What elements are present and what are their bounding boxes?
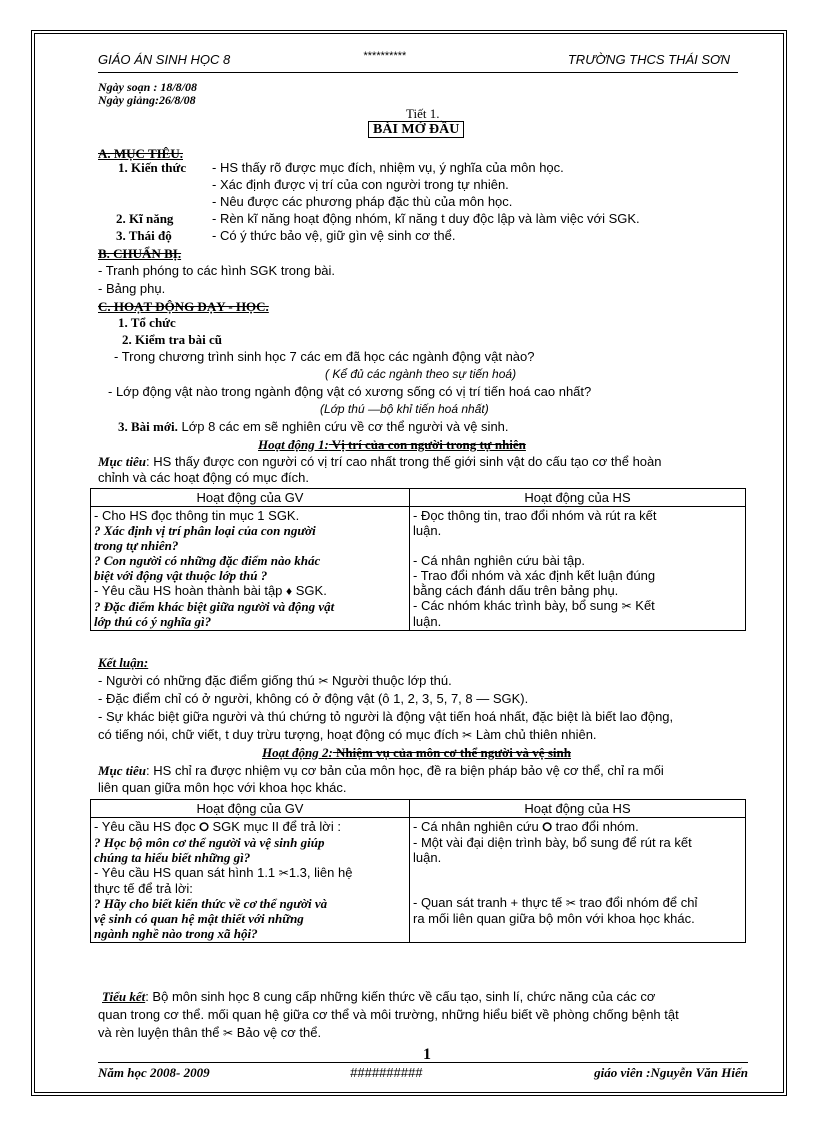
- conclusion-4: [98, 727, 597, 743]
- summary-2: quan trong cơ thể. mối quan hệ giữa cơ thể và môi trường, những hiểu biết về phòng chống bệnh tật: [98, 1007, 679, 1022]
- prep-line-1: - Tranh phóng to các hình SGK trong bài.: [98, 263, 336, 278]
- answer-2: (Lớp thú —bộ khỉ tiến hoá nhất): [320, 402, 489, 416]
- scissors-icon: ✂: [565, 896, 576, 910]
- scissors-icon: ✂: [621, 599, 632, 613]
- activity-1-prefix: Hoạt động 1:: [258, 437, 329, 452]
- step-1: 1. Tổ chức: [118, 315, 176, 330]
- gv-question: ? Xác định vị trí phân loại của con người: [94, 523, 316, 538]
- header-left: GIÁO ÁN SINH HỌC 8: [98, 52, 231, 67]
- knowledge-3: - Nêu được các phương pháp đặc thù của môn học.: [212, 194, 513, 209]
- teach-date: Ngày giảng:26/8/08: [98, 93, 196, 107]
- step-3-text: Lớp 8 các em sẽ nghiên cứu về cơ thể người và vệ sinh.: [177, 419, 509, 434]
- footer-left: Năm học 2008- 2009: [98, 1065, 210, 1080]
- knowledge-label: 1. Kiến thức: [118, 160, 187, 175]
- activity-1-title: [258, 437, 526, 452]
- gv-line: - Yêu cầu HS đọc: [94, 819, 200, 834]
- summary-1: [102, 989, 655, 1004]
- answer-1: ( Kể đủ các ngành theo sự tiến hoá): [325, 367, 517, 381]
- gv-line: - Yêu cầu HS quan sát hình 1.1: [94, 865, 279, 880]
- summary-label: Tiểu kết: [102, 989, 146, 1004]
- question-1: - Trong chương trình sinh học 7 các em đã học các ngành động vật nào?: [114, 349, 535, 364]
- hs-line: luận.: [413, 523, 442, 538]
- prep-line-2: - Bảng phụ.: [98, 281, 166, 296]
- gv-question: biệt với động vật thuộc lớp thú ?: [94, 568, 268, 583]
- gv-cell: [91, 507, 410, 631]
- gv-question: ngành nghề nào trong xã hội?: [94, 926, 258, 941]
- summary-text-1: : Bộ môn sinh học 8 cung cấp những kiến thức về cấu tạo, sinh lí, chức năng của các cơ: [145, 989, 656, 1004]
- knowledge-2: - Xác định được vị trí của con người trong tự nhiên.: [212, 177, 509, 192]
- skill-label: 2. Kĩ năng: [116, 211, 174, 226]
- knowledge-1: - HS thấy rõ được mục đích, nhiệm vụ, ý nghĩa của môn học.: [212, 160, 564, 175]
- hs-line: luận.: [413, 614, 442, 629]
- section-b-title: B. CHUẨN BỊ.: [98, 246, 182, 261]
- gv-question: vệ sinh có quan hệ mật thiết với những: [94, 911, 304, 926]
- hs-line: - Đọc thông tin, trao đổi nhóm và rút ra kết: [413, 508, 657, 523]
- conclusion-4b: Làm chủ thiên nhiên.: [472, 727, 597, 742]
- gv-line: - Yêu cầu HS hoàn thành bài tập: [94, 583, 287, 598]
- activity-1-name: Vị trí của con người trong tự nhiên: [328, 437, 526, 452]
- gv-question: chúng ta hiểu biết những gì?: [94, 850, 251, 865]
- activity-1-goal-2: chỉnh và các hoạt động có mục đích.: [98, 470, 310, 485]
- hs-line: bằng cách đánh dấu trên bảng phụ.: [413, 583, 619, 598]
- attitude-label: 3. Thái độ: [116, 228, 172, 243]
- skill-1: - Rèn kĩ năng hoạt động nhóm, kĩ năng t duy độc lập và làm việc với SGK.: [212, 211, 640, 226]
- hs-line: - Các nhóm khác trình bày, bổ sung: [413, 598, 622, 613]
- col-gv: Hoạt động của GV: [91, 489, 410, 507]
- page-header: [98, 50, 738, 73]
- activity-1-table: [90, 488, 746, 631]
- activity-2-name: Nhiệm vụ của môn cơ thể người và vệ sinh: [332, 745, 571, 760]
- scissors-icon: ✂: [278, 866, 289, 880]
- hs-line: - Cá nhân nghiên cứu bài tập.: [413, 553, 586, 568]
- hs-line: luận.: [413, 850, 442, 865]
- activity-2-prefix: Hoạt động 2:: [262, 745, 333, 760]
- conclusion-4a: có tiếng nói, chữ viết, t duy trừu tượng, hoạt động có mục đích: [98, 727, 463, 742]
- hs-line: ra mối liên quan giữa bộ môn với khoa học khác.: [413, 911, 695, 926]
- gv-cell: [91, 818, 410, 943]
- page-number: 1: [423, 1046, 431, 1063]
- conclusion-label: Kết luận:: [98, 655, 149, 670]
- gv-question: ? Học bộ môn cơ thể người và vệ sinh giúp: [94, 835, 325, 850]
- lesson-number: Tiết 1.: [406, 106, 440, 121]
- hs-cell: [410, 507, 746, 631]
- summary-3: [98, 1025, 321, 1041]
- page-footer: [98, 1062, 748, 1083]
- hs-line: - Trao đổi nhóm và xác định kết luận đúng: [413, 568, 656, 583]
- hs-line: - Quan sát tranh + thực tế: [413, 895, 566, 910]
- activity-2-table: [90, 799, 746, 943]
- gv-question: trong tự nhiên?: [94, 538, 179, 553]
- footer-center: ##########: [350, 1065, 423, 1080]
- attitude-1: - Có ý thức bảo vệ, giữ gìn vệ sinh cơ thể.: [212, 228, 456, 243]
- conclusion-3: - Sự khác biệt giữa người và thú chứng tỏ người là động vật tiến hoá nhất, đặc biệt là biết lao động,: [98, 709, 674, 724]
- conclusion-2: - Đặc điểm chỉ có ở người, không có ở động vật (ô 1, 2, 3, 5, 7, 8 — SGK).: [98, 691, 529, 706]
- gv-line: 1.3, liên hệ: [288, 865, 353, 880]
- gv-line: thực tế để trả lời:: [94, 881, 193, 896]
- activity-2-goal-2: liên quan giữa môn học với khoa học khác.: [98, 780, 347, 795]
- hs-cell: [410, 818, 746, 943]
- lesson-title-text: BÀI MỞ ĐẦU: [368, 121, 464, 138]
- summary-3a: và rèn luyện thân thể: [98, 1025, 224, 1040]
- activity-1-goal: [98, 454, 662, 469]
- gv-question: ? Con người có những đặc điểm nào khác: [94, 553, 321, 568]
- question-2: - Lớp động vật nào trong ngành động vật có xương sống có vị trí tiến hoá cao nhất?: [108, 384, 592, 399]
- scissors-icon: ✂: [462, 728, 473, 742]
- hs-line: - Một vài đại diện trình bày, bổ sung để rút ra kết: [413, 835, 692, 850]
- goal-label: Mục tiêu: [98, 454, 147, 469]
- footer-right: giáo viên :Nguyễn Văn Hiến: [594, 1065, 748, 1080]
- hs-line: - Cá nhân nghiên cứu: [413, 819, 543, 834]
- section-a-title: A. MỤC TIÊU.: [98, 146, 183, 161]
- summary-3b: Bảo vệ cơ thể.: [233, 1025, 322, 1040]
- conclusion-1a: - Người có những đặc điểm giống thú: [98, 673, 319, 688]
- circle-icon: ⭘: [542, 820, 553, 834]
- goal-text-1: : HS chỉ ra được nhiệm vụ cơ bản của môn học, đề ra biện pháp bảo vệ cơ thể, chỉ ra mối: [146, 763, 664, 778]
- col-gv: Hoạt động của GV: [91, 800, 410, 818]
- conclusion-1: [98, 673, 452, 689]
- gv-line: - Cho HS đọc thông tin mục 1 SGK.: [94, 508, 300, 523]
- lesson-title: [368, 122, 464, 137]
- step-2: 2. Kiểm tra bài cũ: [122, 332, 223, 347]
- circle-icon: ⭘: [199, 820, 209, 834]
- step-3: [118, 419, 509, 434]
- col-hs: Hoạt động của HS: [410, 800, 746, 818]
- gv-line: SGK mục II để trả lời :: [208, 819, 341, 834]
- gv-question: ? Hãy cho biết kiến thức về cơ thể người và: [94, 896, 328, 911]
- diamond-icon: ♦: [286, 584, 293, 598]
- activity-2-title: [262, 745, 571, 760]
- prep-date: Ngày soạn : 18/8/08: [98, 80, 197, 94]
- hs-line: trao đổi nhóm để chỉ: [575, 895, 698, 910]
- header-right: TRƯỜNG THCS THÁI SƠN: [567, 52, 730, 67]
- activity-2-goal: [98, 763, 664, 778]
- conclusion-1b: Người thuộc lớp thú.: [328, 673, 452, 688]
- scissors-icon: ✂: [223, 1026, 234, 1040]
- hs-line: Kết: [631, 598, 655, 613]
- goal-label: Mục tiêu: [98, 763, 147, 778]
- gv-question: lớp thú có ý nghĩa gì?: [94, 614, 212, 629]
- gv-line: SGK.: [292, 583, 327, 598]
- col-hs: Hoạt động của HS: [410, 489, 746, 507]
- gv-question: ? Đặc điểm khác biệt giữa người và động vật: [94, 599, 335, 614]
- scissors-icon: ✂: [318, 674, 329, 688]
- hs-line: trao đổi nhóm.: [552, 819, 639, 834]
- section-c-title: C. HOẠT ĐỘNG DẠY - HỌC.: [98, 299, 269, 314]
- header-center: **********: [363, 50, 406, 62]
- goal-text-1: : HS thấy được con người có vị trí cao nhất trong thế giới sinh vật do cấu tạo cơ thể hoàn: [146, 454, 662, 469]
- step-3-label: 3. Bài mới.: [118, 419, 178, 434]
